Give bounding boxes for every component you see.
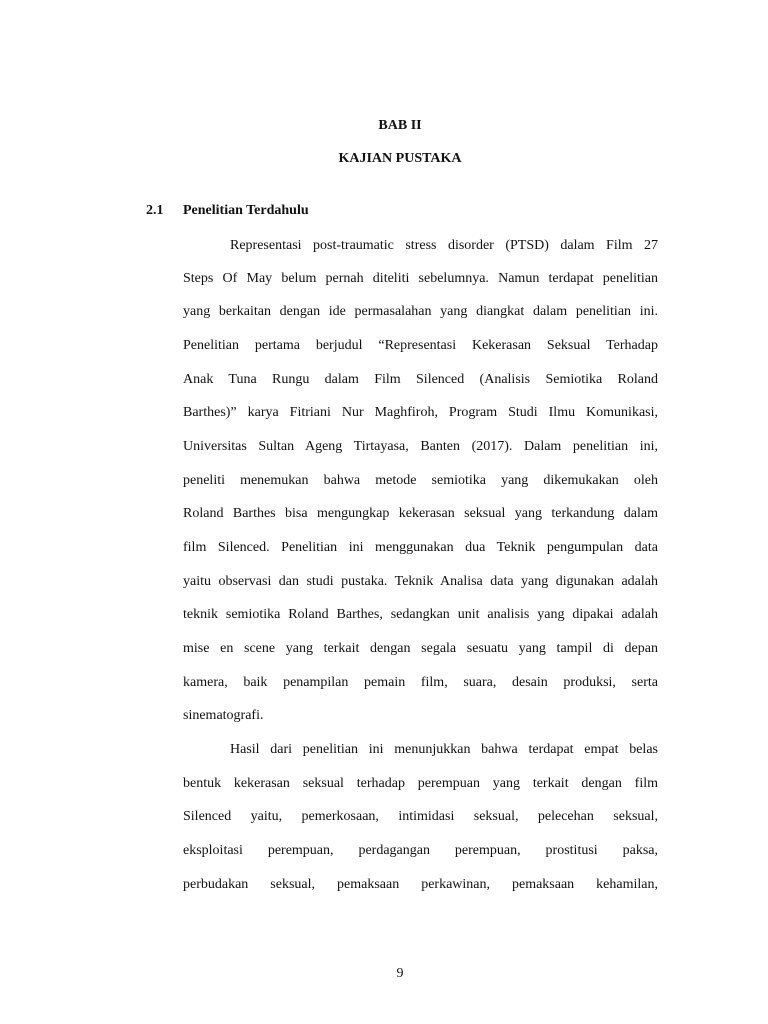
text-line: kamera, baik penampilan pemain film, suara, desain produksi, serta bbox=[183, 675, 658, 690]
text-line: yang berkaitan dengan ide permasalahan yang diangkat dalam penelitian ini. bbox=[183, 304, 658, 319]
text-line: Representasi post-traumatic stress disorder (PTSD) dalam Film 27 bbox=[230, 238, 658, 253]
text-line: teknik semiotika Roland Barthes, sedangkan unit analisis yang dipakai adalah bbox=[183, 607, 658, 622]
section-title: Penelitian Terdahulu bbox=[183, 203, 309, 218]
text-line: Steps Of May belum pernah diteliti sebelumnya. Namun terdapat penelitian bbox=[183, 271, 658, 286]
text-line: Roland Barthes bisa mengungkap kekerasan seksual yang terkandung dalam bbox=[183, 506, 658, 521]
text-line: Penelitian pertama berjudul “Representasi Kekerasan Seksual Terhadap bbox=[183, 338, 658, 353]
text-line: Hasil dari penelitian ini menunjukkan bahwa terdapat empat belas bbox=[230, 742, 658, 757]
section-number: 2.1 bbox=[146, 203, 164, 218]
text-line: eksploitasi perempuan, perdagangan perempuan, prostitusi paksa, bbox=[183, 843, 658, 858]
chapter-number: BAB II bbox=[378, 118, 422, 133]
text-line: Barthes)” karya Fitriani Nur Maghfiroh, Program Studi Ilmu Komunikasi, bbox=[183, 405, 658, 420]
text-line: Silenced yaitu, pemerkosaan, intimidasi seksual, pelecehan seksual, bbox=[183, 809, 658, 824]
page-number: 9 bbox=[396, 966, 404, 981]
text-line: perbudakan seksual, pemaksaan perkawinan, pemaksaan kehamilan, bbox=[183, 877, 658, 892]
text-line: film Silenced. Penelitian ini menggunakan dua Teknik pengumpulan data bbox=[183, 540, 658, 555]
text-line: sinematografi. bbox=[183, 708, 264, 723]
text-line: peneliti menemukan bahwa metode semiotika yang dikemukakan oleh bbox=[183, 473, 658, 488]
text-line: yaitu observasi dan studi pustaka. Teknik Analisa data yang digunakan adalah bbox=[183, 574, 658, 589]
chapter-title: KAJIAN PUSTAKA bbox=[338, 151, 462, 166]
text-line: bentuk kekerasan seksual terhadap perempuan yang terkait dengan film bbox=[183, 776, 658, 791]
text-line: Anak Tuna Rungu dalam Film Silenced (Analisis Semiotika Roland bbox=[183, 372, 658, 387]
text-line: mise en scene yang terkait dengan segala sesuatu yang tampil di depan bbox=[183, 641, 658, 656]
text-line: Universitas Sultan Ageng Tirtayasa, Banten (2017). Dalam penelitian ini, bbox=[183, 439, 658, 454]
